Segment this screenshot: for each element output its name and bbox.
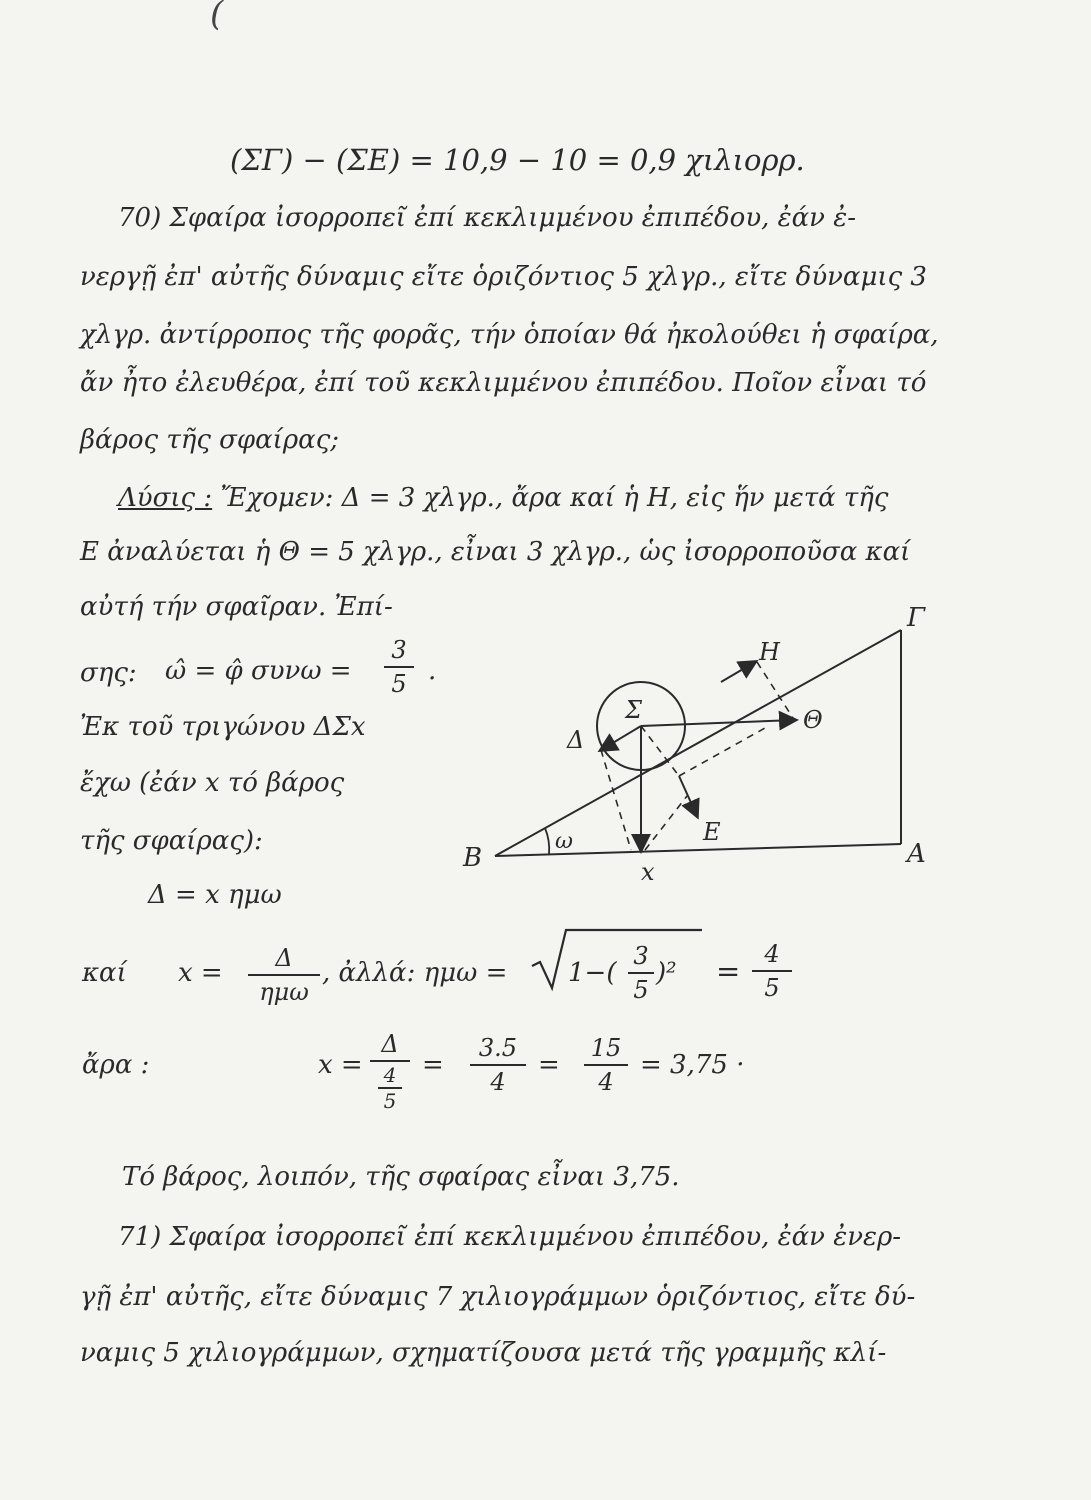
problem70-line2: νεργῇ ἐπ' αὐτῆς δύναμις εἴτε ὁριζόντιος 5 χλγρ., εἴτε δύναμις 3 xyxy=(80,262,927,292)
dashed-delta-x xyxy=(601,750,631,850)
fraction-bar xyxy=(584,1064,628,1066)
eq3-fraction2 xyxy=(470,1034,526,1096)
cos-fraction-num: 3 xyxy=(391,636,407,664)
dashed-h-theta xyxy=(757,662,793,718)
solution-line1 xyxy=(118,483,888,513)
incline-line xyxy=(495,630,901,856)
result-fraction xyxy=(752,940,792,1002)
eq3-eq1: = xyxy=(422,1050,444,1080)
sqrt-frac-num: 3 xyxy=(633,942,649,970)
eq2-equals: = xyxy=(716,954,741,988)
label-b: Β xyxy=(463,843,483,873)
sqrt-sign xyxy=(530,926,705,994)
sqrt-inner-a: 1−( xyxy=(568,958,617,988)
cos-fraction-den: 5 xyxy=(391,670,407,698)
top-equation: (ΣΓ) − (ΣΕ) = 10,9 − 10 = 0,9 χιλιορρ. xyxy=(230,143,805,177)
fraction-bar xyxy=(248,974,320,976)
force-delta xyxy=(601,726,641,750)
force-theta xyxy=(641,720,795,726)
ara-word: ἄρα : xyxy=(82,1050,150,1080)
sqrt-inner-b: )² xyxy=(656,958,677,988)
solution-line4-dot: . xyxy=(428,656,437,686)
force-h xyxy=(721,662,755,682)
eq3-f3-den: 4 xyxy=(598,1068,614,1096)
fraction-bar xyxy=(470,1064,526,1066)
dashed-parallel xyxy=(679,728,765,776)
force-e xyxy=(679,776,697,816)
inclined-plane-diagram xyxy=(455,600,955,890)
solution-line4-eq: ω̂ = φ̂ συνω = xyxy=(165,656,352,686)
eq3-fraction1 xyxy=(370,1030,410,1112)
eq2-lhs: x = xyxy=(178,958,223,988)
problem70-line1: 70) Σφαίρα ἰσορροπεῖ ἐπί κεκλιμμένου ἐπιπέδου, ἐάν ἐ- xyxy=(118,203,856,233)
label-h: Η xyxy=(759,638,780,666)
solution-line2: Ε ἀναλύεται ἡ Θ = 5 χλγρ., εἶναι 3 χλγρ., ὡς ἰσορροποῦσα καί xyxy=(80,537,911,567)
label-delta: Δ xyxy=(567,726,585,754)
kai-word: καί xyxy=(82,958,127,988)
corner-mark: ( xyxy=(210,0,224,34)
solution-line6: ἔχω (ἐάν x τό βάρος xyxy=(80,768,345,798)
label-sigma: Σ xyxy=(625,696,642,724)
dashed-normal xyxy=(641,726,679,776)
eq3-f3-num: 15 xyxy=(590,1034,622,1062)
problem70-line4: ἄν ἦτο ἐλευθέρα, ἐπί τοῦ κεκλιμμένου ἐπιπέδου. Ποῖον εἶναι τό xyxy=(80,368,927,398)
sqrt-fraction xyxy=(628,942,654,1004)
result-num: 4 xyxy=(764,940,780,968)
cos-fraction xyxy=(384,636,414,698)
dashed-x-e xyxy=(645,796,687,850)
eq3-fraction3 xyxy=(584,1034,628,1096)
solution-line4-label: σης: xyxy=(80,658,137,688)
eq2-fraction xyxy=(248,944,320,1006)
solution-line7: τῆς σφαίρας): xyxy=(80,826,263,856)
eq3-f2-num: 3.5 xyxy=(478,1034,518,1062)
eq3-lhs: x = xyxy=(318,1050,363,1080)
eq3-f2-den: 4 xyxy=(490,1068,506,1096)
sqrt-frac-den: 5 xyxy=(633,976,649,1004)
fraction-bar xyxy=(370,1060,410,1062)
fraction-bar xyxy=(384,666,414,668)
result-den: 5 xyxy=(764,974,780,1002)
label-a: Α xyxy=(907,839,926,869)
eq2-alla: , ἀλλά: ημω = xyxy=(322,958,508,988)
equation-delta: Δ = x ημω xyxy=(148,880,282,910)
eq3-den-den: 5 xyxy=(383,1089,397,1113)
solution-line1-text: Ἔχομεν: Δ = 3 χλγρ., ἄρα καί ἡ Η, εἰς ἥν μετά τῆς xyxy=(212,483,889,513)
fraction-bar xyxy=(628,972,654,974)
problem70-line3: χλγρ. ἀντίρροπος τῆς φορᾶς, τήν ὁποίαν θά ἠκολούθει ἡ σφαίρα, xyxy=(80,320,939,350)
label-theta: Θ xyxy=(803,706,823,734)
eq3-den-num: 4 xyxy=(383,1063,397,1087)
solution-line5: Ἐκ τοῦ τριγώνου ΔΣx xyxy=(80,712,366,742)
eq2-num: Δ xyxy=(275,944,293,972)
label-x: x xyxy=(641,858,655,886)
problem71-line3: ναμις 5 χιλιογράμμων, σχηματίζουσα μετά τῆς γραμμῆς κλί- xyxy=(80,1338,887,1368)
problem71-line2: γῇ ἐπ' αὐτῆς, εἴτε δύναμις 7 χιλιογράμμων ὁριζόντιος, εἴτε δύ- xyxy=(80,1282,916,1312)
label-gamma: Γ xyxy=(907,603,926,633)
label-omega: ω xyxy=(555,829,573,854)
problem70-line5: βάρος τῆς σφαίρας; xyxy=(80,425,340,455)
label-e: Ε xyxy=(703,818,721,846)
eq3-num: Δ xyxy=(381,1030,399,1058)
problem71-line1: 71) Σφαίρα ἰσορροπεῖ ἐπί κεκλιμμένου ἐπιπέδου, ἐάν ἐνερ- xyxy=(118,1222,902,1252)
eq2-den: ημω xyxy=(259,978,309,1006)
eq3-end: = 3,75 · xyxy=(640,1050,745,1080)
angle-arc xyxy=(545,828,549,854)
solution-line3: αὐτή τήν σφαῖραν. Ἐπί- xyxy=(80,592,393,622)
conclusion: Τό βάρος, λοιπόν, τῆς σφαίρας εἶναι 3,75. xyxy=(122,1162,680,1192)
fraction-bar xyxy=(752,970,792,972)
solution-label: Λύσις : xyxy=(118,483,213,513)
eq3-eq2: = xyxy=(538,1050,560,1080)
